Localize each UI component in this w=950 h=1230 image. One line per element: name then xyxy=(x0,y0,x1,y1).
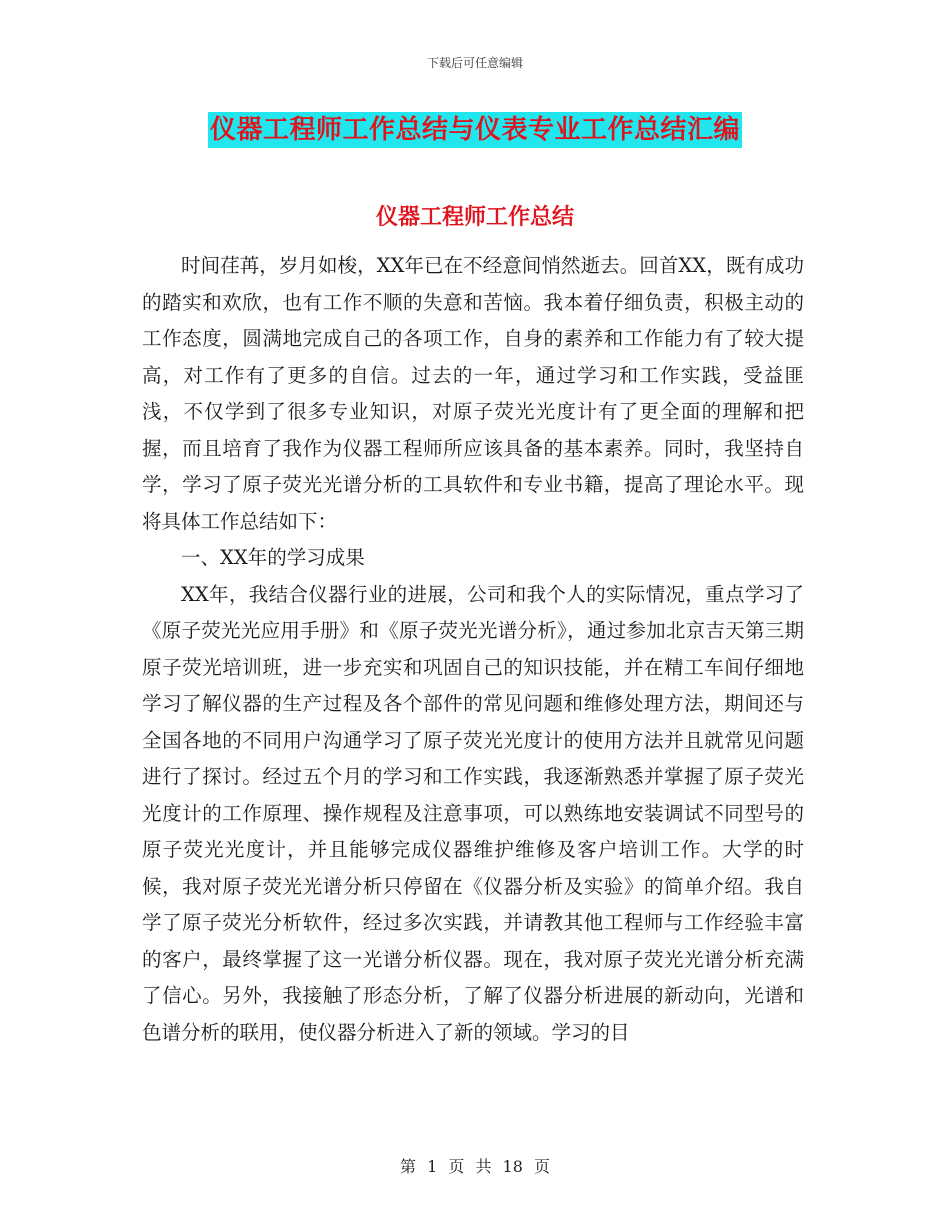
document-body xyxy=(142,248,804,1051)
paragraph-learning-results: XX年，我结合仪器行业的进展，公司和我个人的实际情况，重点学习了《原子荧光光应用手册》和《原子荧光光谱分析》，通过参加北京吉天第三期原子荧光培训班，进一步充实和巩固自己的知识技能，并在精工车间仔细地学习了解仪器的生产过程及各个部件的常见问题和维修处理方法，期间还与全国各地的不同用户沟通学习了原子荧光光度计的使用方法并且就常见问题进行了探讨。经过五个月的学习和工作实践，我逐渐熟悉并掌握了原子荧光光度计的工作原理、操作规程及注意事项，可以熟练地安装调试不同型号的原子荧光光度计，并且能够完成仪器维护维修及客户培训工作。大学的时候，我对原子荧光光谱分析只停留在《仪器分析及实验》的简单介绍。我自学了原子荧光分析软件，经过多次实践，并请教其他工程师与工作经验丰富的客户，最终掌握了这一光谱分析仪器。现在，我对原子荧光光谱分析充满了信心。另外，我接触了形态分析，了解了仪器分析进展的新动向，光谱和色谱分析的联用，使仪器分析进入了新的领域。学习的目 xyxy=(142,582,804,1044)
section-title: 仪器工程师工作总结 xyxy=(375,204,574,230)
page-footer: 第 1 页 共 18 页 xyxy=(400,1157,550,1176)
header-note: 下载后可任意编辑 xyxy=(426,56,523,70)
main-title-container xyxy=(0,112,950,148)
subheading-learning-results: 一、XX年的学习成果 xyxy=(181,546,365,569)
main-title: 仪器工程师工作总结与仪表专业工作总结汇编 xyxy=(208,112,742,148)
paragraph-intro: 时间荏苒，岁月如梭，XX年已在不经意间悄然逝去。回首XX，既有成功的踏实和欢欣，也有工作不顺的失意和苦恼。我本着仔细负责，积极主动的工作态度，圆满地完成自己的各项工作，自身的素养和工作能力有了较大提高，对工作有了更多的自信。过去的一年，通过学习和工作实践，受益匪浅，不仅学到了很多专业知识，对原子荧光光度计有了更全面的理解和把握，而且培育了我作为仪器工程师所应该具备的基本素养。同时，我坚持自学，学习了原子荧光光谱分析的工具软件和专业书籍，提高了理论水平。现将具体工作总结如下： xyxy=(142,254,804,533)
